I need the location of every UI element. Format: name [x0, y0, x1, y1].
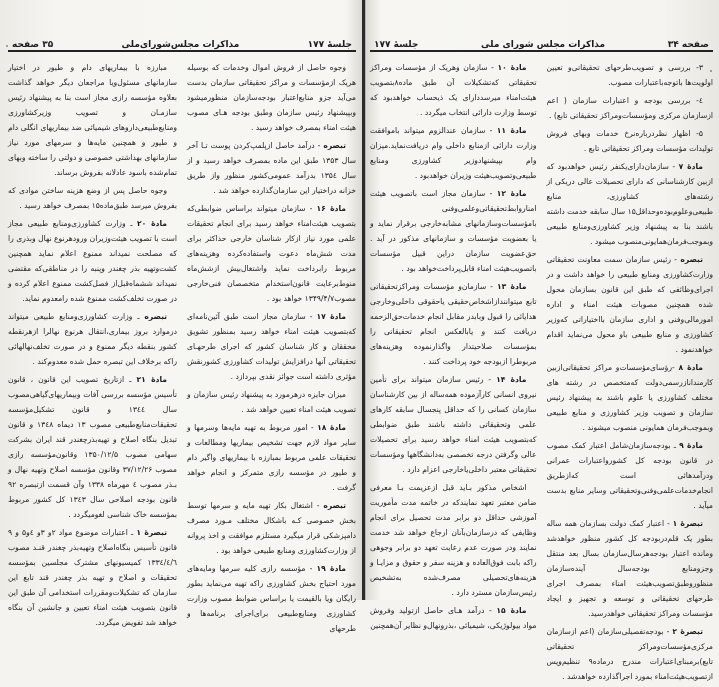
paragraph: میزان جایزه درهرمورد به پیشنهاد رئیس سازمان و تصویب هیئت امناء تعیین خواهد شد .	[187, 390, 356, 414]
right-page-column-right	[547, 60, 714, 687]
article-15: مادهٔ ۱۵ - درآمد هـای حاصل از‌تولید وفروش مواد بیولوژیکی، شیمیائی ،بذرونهال‌و نظایر آن‌همچنین	[370, 606, 537, 630]
scan-speck	[710, 70, 712, 72]
article-12: مادهٔ ۱۲ - سازمان مجاز است باتصویب هیئت امناروابط‌تحقیقاتی‌وعلمی‌وفنی بامؤسسات‌وسازمانهای مشابه‌خارجی برقرار نماید و یا بعضویت مؤسسات و سازمانهای مذکور در آید . حق‌عضویت سازمان دراین قبیل مؤسسات باتصویب‌هیئت امناء قابل‌پرداخت‌خواهد بود .	[370, 189, 537, 273]
note: تبصره - رئیس سازمان سمت معاونت تحقیقاتی وزارت‌کشاورزی ومنابع طبیعی را خواهد داشت و در اجرای‌وظائفی که طبق این قانون بسازمان محول شده همچنین مصوبات هیئت امناء و اداره امورمالی‌وفنی و اداری سازمان بااختیاراتی که‌وزیر کشاورزی و منابع طبیعی باو محول می‌نماید اقدام خواهدنمود .	[546, 255, 713, 354]
article-18: مادهٔ ۱۸ - امور مربوط به تهیه مایه‌ها وسرمها و سایر مواد لازم جهت تشخیص بیماریها ومطالعات و تحقیقات علمی مربوط بمبارزه با بیماریهای واگیر دام و طیور در مؤسسه رازی متمرکز و انجام خواهد گرفت .	[187, 423, 356, 492]
article-11: مادهٔ ۱۱ - سازمان عندالزوم میتواند باموافقت وزارت دارائی ازمنابع داخلی وام دریافت‌نماید.میزان وام بپیشنهادوزیر کشاورزی ومنابع طبیعی‌وتصویب‌هیئت وزیران خواهدبود .	[370, 126, 537, 180]
header-title: مذاکرات مجلس‌شورای‌ملی	[121, 40, 240, 50]
note-1: تبصرهٔ ۱ - اعتبار کمک دولت بسازمان همه ساله بطور یک قلم‌دربودجه کل کشور منظور خواهدشد ومانده اعتبار بودجه‌هرسال‌سازمان بسال بعد منتقل وجزومنابع بودجه‌سال آینده‌سازمان منظوروطبق‌تصویب‌هیئت امناء بمصرف اجرای طرحهای تحقیقاتی و توسعه و تجهیز و ایجاد مؤسسات ومراکز تحقیقاتی خواهدرسید.	[546, 519, 713, 618]
header-title: مذاکرات مجلس شورای ملی	[481, 40, 606, 50]
note-1: تبصرهٔ ۱ ـ اعتبارات موضوع مواد ۲و ۳و ٤و۵ و ۹ قانون تأسیس بنگاه‌اصلاح وتهیه‌بذر چغندر قنـد مصوب ۱۳۳٤/٤/٦ کمیسیونهای مشترک مجلسین بمؤسسه تحقیقات و اصلاح و تهیه بذر چغندر قند تابع این سازمان که تشکیلات‌ومقررات استخدامی آن طبق این قانون بتصویب هیئت امناء تعیین و جانشین آن بنگاه خواهد شد تفویض میگردد.	[8, 528, 177, 627]
list-item: ۵- اظهار نظردرباره‌نرخ خدمات وبهای فروش تولیدات مؤسسات ومراکز تحقیقاتی تابع .	[546, 129, 713, 153]
article-10: مادهٔ ۱۰ - سازمان وهریک از مؤسسات ومراکز تحقیقاتی که‌تشکیلات آن طبق ماده۸بتصویب هیئت‌امناء میرسددارای یک ذیحساب خواهدبود که توسط وزارت دارائی انتخاب میگردد .	[370, 63, 537, 117]
article-21: مادهٔ ۲۱ ـ ازتاریخ تصویب این قانون ، قانون تأسیس مؤسسه بررسی آفات وبیماریهای‌گیاهی‌مصوب سال ۱۳٤٤ و قانون تشکیل‌مؤسسه تحقیقات‌منابع‌طبیعی مصوب ۱۳ دیماه ۱۳٤۸ و قانون تبدیل بنگاه اصلاح و تهیه‌بذرچغندر قند ایران بشرکت سهامی مصوب ۱۳۵۰/۱۲/۵ وقانون‌مؤسسه رازی مصوب ۳۷/۱۲/۲۶ وقانون مؤسسه اصلاح وتهیه نهال و بـذر مصوب ٤ مهرماه ۱۳۳۸ وآن قسمت ازتبصره ۹۲ قانون بودجه اصلاحی سال ۱۳٤۳ کل کشور مربوط بمؤسسه خاک شناسی لغومیگردد .	[8, 375, 178, 519]
list-item: ۳- بررسی و تصویب‌طرحهای تحقیقاتی‌و تعیین اولویت‌ها باتوجه‌باعتبارات مصوب.	[546, 63, 713, 87]
left-page-column-left	[8, 60, 177, 639]
left-page	[8, 30, 356, 633]
left-page-column-right	[187, 60, 356, 639]
page-number: ۳۵ صفحه	[12, 40, 54, 50]
note: تبصره - اشتغال بکار تهیه مایه و سرمها توسط بخش خصوصی کـه باشکال مختلف مـورد مصرف دامپزشکی قرار میگیرد مستلزم موافقت و اخذ پروانه از وزارت‌کشاورزی ومنابع طبیعی خواهد بود .	[187, 501, 356, 555]
article-7: مادهٔ ۷ - سازمان‌دارای‌یکنفر رئیس خواهدبود که ازبین کارشناسانی که دارای تحصیلات عالی دریکی از رشته‌های کشاورزی، منابع طبیعی‌وعلوم‌بوده‌وحداقل۱۵ سال سابقه خدمت داشته باشند بنا به پیشنهاد وزیر کشاورزی‌ومنابع طبیعی وبموجب‌فرمان‌همایونی‌منصوب میشود .	[546, 162, 713, 246]
paragraph: مبارزه با بیماریهای دام و طیور در اختیار سازمانهای مسئول‌ویا مراجعان دیگر خواهد گذاشت بعلاوه مؤسسه رازی مجاز است بنا به پیشنهاد رئیس سازمـان و تصویب وزیرکشاورزی ومنابع‌طبیعی‌داروهای شیمیائی ضد بیماریهای انگلی دام و طیور و همچنین مایه‌ها و سرمهای مورد نیاز سازمانهای بهداشتی خصوصی و دولتی را ساخته وبهای تمام‌شده باسود عادلانه بفروش برساند.	[8, 63, 177, 177]
article-14: مادهٔ ۱۴ - رئیس سازمان میتواند برای تأمین نیروی انسانی کارآزموده همه‌ساله از بین کارشناسان سازمان کسانی را که حداقل پنجسال سابقه کارهای علمی وتحقیقاتی داشته باشند طبق ضوابطی که‌بتصویب هیئت امناء خواهد رسید برای تحصیلات عالی وگرفتن درجه تخصصی به‌دانشگاهها ومؤسسات تحقیقاتی معتبر داخلی‌یاخارجی اعزام دارد .	[370, 375, 537, 474]
note-2: تبصرهٔ ۲ - بودجه‌تفصیلی‌سازمان (اعم ازسازمان مرکزی‌مؤسسات‌ومراکز تحقیقاتی تابع)برمبنای‌اعتبارات مندرج درماده۹ تنظیم‌وپس ازتصویب‌هیئت‌امناء بمورد اجراگذارده خواهدشد .	[546, 627, 713, 681]
right-page-column-left	[370, 60, 537, 687]
paragraph: تبصره - درآمد حاصل ازپلمپ‌کردن پوست تـا آخر سال ۱۳۵۳ طبق این ماده بمصرف خواهد رسید و از سال ۱۳۵٤ بدرآمد عمومی‌کشور منظور واز طریق خزانه دراختیار این سازمان‌گذارده خواهد شد .	[187, 141, 356, 195]
paragraph: وجوه حاصل پس از وضع هزینه ساختن موادی که بفروش میرسد طبق‌ماده۱۵ بمصرف خواهد رسید .	[8, 186, 177, 210]
list-item: ٤- بررسی بودجه و اعتبارات سازمان ( اعم ازسازمان مرکزی ومؤسسات‌ومراکز تحقیقاتی تابع) .	[546, 96, 713, 120]
article-8: مادهٔ ۸ -رؤسای‌مؤسسات‌و مراکز تحقیقاتی‌ازبین کارمنداناز‌رسمی‌دولت که‌متخصص در رشته های مختلف کشاورزی یا علوم باشند به پیشنهاد رئیس سازمان و تصویب وزیر کشاورزی و منابع طبیعی وبموجب‌فرمان همایونی منصوب میشوند .	[546, 363, 713, 432]
page-number: صفحه ۳۴	[667, 40, 709, 50]
right-page-header	[370, 30, 713, 52]
article-20: مادهٔ ۲۰ ـ وزارت کشاورزی‌ومنابع طبیعی مجاز است با تصویب هیئت‌وزیران ورودهرنوع نهال وبذری را که مصلحت نمیداند ممنوع اعلام نماید همچنین کشت‌وتهیه بذر چغندر وپنبه را در مناطقی‌که مقتضی نمیداند ششماه‌قبل‌از فصل‌کشت ممنوع اعلام کرده و در صورت تخلف‌کشت ممنوع شده رامعدوم نماید.	[8, 219, 177, 303]
session-label: جلسهٔ ۱۷۷	[374, 40, 419, 50]
session-label: جلسهٔ ۱۷۷	[307, 40, 352, 50]
note: تبصره ـ وزارت کشاورزی‌ومنابع طبیعی میتواند درموارد بروز بیماری،انتقال هرنوع نهالرا ازهرنقطه کشور بنقطه دیگر ممنوع و در صورت تخلف‌نهالهائی راکه برخلاف این تبصره حمل شده معدوم‌کند .	[8, 312, 177, 366]
article-13: مادهٔ ۱۳ - سازمان‌و مؤسسات ومراکز‌تحقیقاتی تابع میتوانندازاشخاص‌حقیقی یاحقوقی داخلی‌وخارجی هدایائی را قبول وبابدر مقابل انجام خدمات‌حق‌الزحمه دریافت کنند و یابالعکس انجام تحقیقاتی را بمؤسسات صلاحیتدار واگذارنموده وهزینه‌های مربوطرا ازبودجه خود پرداخت کنند .	[370, 282, 537, 366]
article-9: مادهٔ ۹ ـ بودجه‌سازمان‌شامل اعتبار کمک مصوب در قانون بودجه کل کشورواعتبارات عمرانی ودرآمد‌هائی است که‌ازطریق انجام‌خدمات‌علمی‌وفنی‌وتحقیقاتی وسایر منابع بدست میآید .	[546, 441, 713, 510]
paragraph: اشخاص مذکور بـاید قبل ازعزیمت بـا معرفی ضامن معتبر تعهد نمایندکه در خاتمه مدت مأموریت آموزشی حداقل دو برابر مدت تحصیل برای انجام وظایفی که درسازمان‌بآنان ارجاع خواهد شد خدمت نمایند ودر صورت عدم رعایت تعهد دو برابر وجوهی راکه بابت فوق‌العاده و هزینه سفر و حقوق و مزایـا و هزینه‌های‌تحصیلی مصرف‌شده به‌تشخیص رئیس‌سازمان مسترد دارد .	[370, 483, 537, 597]
left-page-header	[8, 30, 356, 52]
left-page-columns	[8, 60, 356, 639]
article-16: مادهٔ ۱۶ - سازمان میتواند براساس ضوابطی‌که بتصویب هیئت‌امناء خواهد رسید برای انجام تحقیقات علمی مورد نیاز ازکار شناسان خارجی حداکثر برای مدت شش‌ماه دعوت واستفاده‌کرده وهزینه‌های مربوط رابرداخت نماید واشتغال‌بیش ازشش‌ماه منوط‌برعایت قانون‌استخدام متخصصان فنی‌خارجی مصوب۱۳۴۹/۴/۷ خواهد بود .	[187, 204, 356, 303]
right-page-columns	[370, 60, 713, 687]
article-17: مادهٔ ۱۷ - سازمان مجاز است طبق آئین‌نامه‌ای که‌بتصویب هیئت امناء خواهد رسید بمنظور تشویق محققان و کار شناسان کشور که اجرای طرحهـای تحقیقاتی آنها درافزایش تولیدات کشاورزی کشورنقش مؤثری داشته است جوائز نقدی بپردازد .	[187, 312, 356, 381]
book-gutter	[362, 0, 365, 600]
right-page	[370, 30, 713, 681]
paragraph: وجوه حاصل از فروش اموال وخدمات که بوسیله هریک ازمؤسسات و مراکز تحقیقاتی سازمان بدست می‌آید جزو منابع‌اعتبار بودجه‌سازمان منظورمیشود وبپیشنهاد رئیس سازمان وطبق بودجه هـای مصوب هیئت امناء بمصرف خواهد رسید .	[187, 63, 356, 132]
scan-speck	[6, 45, 8, 47]
article-19: مادهٔ ۱۹ - مؤسسه رازی کلیه سرمها ومایه‌های مورد احتیاج بخش کشاورزی راکه تهیه می‌نماید بطور رایگان ویا بالقیمت یا براساس ضوابط مصوب وزارت کشاورزی ومنابع‌طبیعی برای‌اجرای برنامه‌ها و طرحهای	[187, 564, 356, 633]
